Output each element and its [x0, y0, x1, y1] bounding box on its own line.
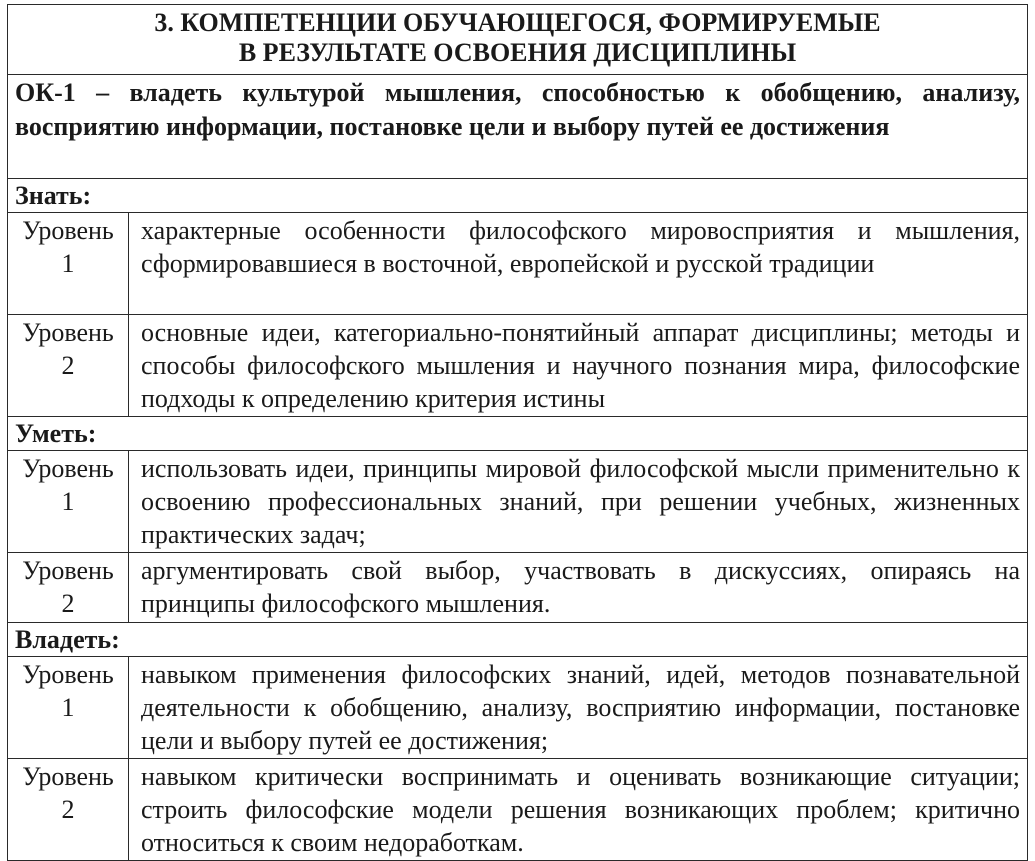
level-label — [8, 657, 129, 759]
level-row — [8, 213, 1028, 315]
level-description: характерные особенности философского мировосприятия и мышления, сформировавшиеся в восточной, европейской и русской традиции — [129, 213, 1028, 315]
section-title — [8, 5, 1028, 75]
level-number: 2 — [61, 351, 75, 380]
section-heading-can: Уметь: — [8, 417, 1028, 451]
level-number: 2 — [61, 795, 75, 824]
level-description: навыком применения философских знаний, идей, методов познавательной деятельности к обобщению, анализу, восприятию информации, постановке цели и выбору путей ее достижения; — [129, 657, 1028, 759]
title-line-1: 3. КОМПЕТЕНЦИИ ОБУЧАЮЩЕГОСЯ, ФОРМИРУЕМЫЕ — [154, 8, 881, 37]
level-word: Уровень — [22, 454, 114, 483]
level-row — [8, 759, 1028, 861]
level-description: навыком критически воспринимать и оценивать возникающие ситуации; строить философские модели решения возникающих проблем; критично относиться к своим недоработкам. — [129, 759, 1028, 861]
level-word: Уровень — [22, 762, 114, 791]
level-number: 1 — [61, 487, 75, 516]
level-word: Уровень — [22, 556, 114, 585]
level-description: использовать идеи, принципы мировой философской мысли применительно к освоению профессиональных знаний, при решении учебных, жизненных практических задач; — [129, 451, 1028, 553]
level-row — [8, 553, 1028, 623]
level-number: 1 — [61, 249, 75, 278]
level-label — [8, 315, 129, 417]
level-word: Уровень — [22, 216, 114, 245]
level-row — [8, 657, 1028, 759]
level-row — [8, 315, 1028, 417]
section-row-know — [8, 179, 1028, 213]
title-line-2: В РЕЗУЛЬТАТЕ ОСВОЕНИЯ ДИСЦИПЛИНЫ — [238, 38, 797, 67]
level-number: 1 — [61, 693, 75, 722]
level-number: 2 — [61, 589, 75, 618]
level-word: Уровень — [22, 318, 114, 347]
title-row — [8, 5, 1028, 75]
level-word: Уровень — [22, 660, 114, 689]
level-label — [8, 553, 129, 623]
level-label — [8, 759, 129, 861]
level-description: основные идеи, категориально-понятийный аппарат дисциплины; методы и способы философского мышления и научного познания мира, философские подходы к определению критерия истины — [129, 315, 1028, 417]
competency-row — [8, 75, 1028, 179]
section-heading-know: Знать: — [8, 179, 1028, 213]
competency-text: ОК-1 – владеть культурой мышления, способностью к обобщению, анализу, восприятию информации, постановке цели и выбору путей ее достижения — [8, 75, 1028, 179]
level-description: аргументировать свой выбор, участвовать в дискуссиях, опираясь на принципы философского мышления. — [129, 553, 1028, 623]
section-row-can — [8, 417, 1028, 451]
section-row-master — [8, 623, 1028, 657]
competencies-table — [7, 4, 1028, 861]
level-label — [8, 451, 129, 553]
level-label — [8, 213, 129, 315]
level-row — [8, 451, 1028, 553]
section-heading-master: Владеть: — [8, 623, 1028, 657]
